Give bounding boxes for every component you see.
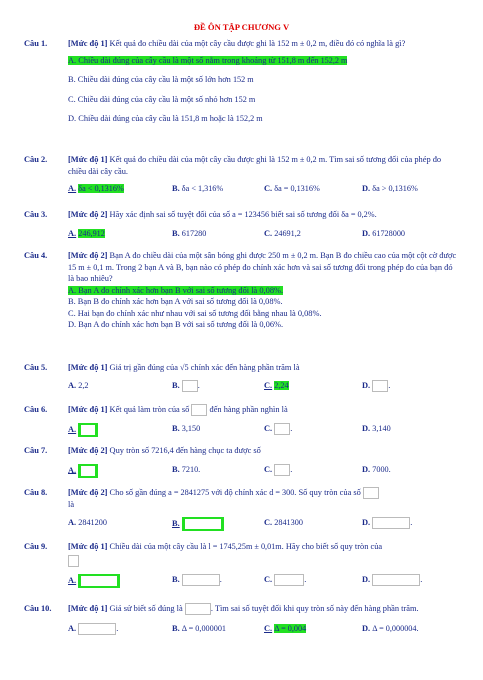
option-a[interactable]: A. . (68, 623, 118, 635)
question-5: Câu 5. [Mức độ 1] Giá trị gần đúng của √5 chính xác đến hàng phần trăm là A. 2,2 B. . C. 2,24 D. . (24, 362, 460, 393)
formula-placeholder (372, 517, 410, 529)
option-a[interactable]: A. 246,912 (68, 228, 105, 238)
difficulty-level: [Mức độ 1] (68, 39, 108, 48)
option-a[interactable]: A. Bạn A đo chính xác hơn bạn B với sai số tương đối là 0,08%. (68, 285, 284, 295)
option-c[interactable]: C. 2841300 (264, 517, 303, 527)
option-a[interactable]: A. (68, 464, 98, 478)
option-c[interactable]: C. Δ = 0,004 (264, 624, 307, 634)
formula-placeholder (363, 487, 379, 499)
option-c[interactable]: C. Chiều dài đúng của cây cầu là một số nhỏ hơn 152 m (68, 94, 256, 104)
option-d[interactable]: D. δa > 0,1316% (362, 184, 418, 193)
option-d[interactable]: D. . (362, 380, 390, 392)
option-c[interactable]: C. . (264, 574, 306, 586)
option-b[interactable]: B. 617280 (172, 228, 207, 238)
question-9: Câu 9. [Mức độ 1] Chiều dài của một cây cầu là l = 1745,25m ± 0,01m. Hãy cho biết số quy tròn của A. B. . C. . D. . (24, 541, 460, 587)
option-d[interactable]: D. Bạn A đo chính xác hơn bạn B với sai số tương đối là 0,06%. (68, 320, 284, 329)
question-number: Câu 1. (24, 39, 48, 48)
option-b[interactable]: B. 3,150 (172, 424, 201, 434)
option-c[interactable]: C. δa = 0,1316% (264, 184, 320, 193)
option-a[interactable]: A. 2841200 (68, 517, 107, 527)
option-a[interactable]: A. 2,2 (68, 380, 89, 390)
option-b[interactable]: B. 7210. (172, 464, 201, 474)
option-d[interactable]: D. . (362, 574, 422, 586)
option-c[interactable]: C. Hai bạn đo chính xác như nhau với sai số tương đối bằng nhau là 0,08%. (68, 308, 322, 318)
formula-placeholder (182, 380, 198, 392)
option-d[interactable]: D. 7000. (362, 464, 391, 474)
question-1: Câu 1. [Mức độ 1] Kết quả đo chiều dài của một cây cầu được ghi là 152 m ± 0,2 m, điều đó có nghĩa là gì? A. Chiều dài đúng của cây cầu là một số nằm trong khoảng từ 151,8 m đến 152,2 m B. Chiều dài đúng của cây cầu là một số lớn hơn 152 m C. Chiều dài đúng của cây cầu là một số nhỏ hơn 152 m D. Chiều dài đúng của cây cầu là 151,8 m hoặc là 152,2 m (24, 38, 460, 125)
question-6: Câu 6. [Mức độ 1] Kết quả làm tròn của số đến hàng phần nghìn là A. B. 3,150 C. . D. 3,140 (24, 404, 460, 436)
option-c[interactable]: C. . (264, 464, 292, 476)
option-c[interactable]: C. 24691,2 (264, 228, 301, 238)
option-b[interactable]: B. Chiều dài đúng của cây cầu là một số lớn hơn 152 m (68, 75, 254, 84)
option-a[interactable]: A. (68, 574, 120, 588)
formula-placeholder (372, 380, 388, 392)
option-a[interactable]: A. (68, 423, 98, 437)
option-a[interactable]: A. Chiều dài đúng của cây cầu là một số nằm trong khoảng từ 151,8 m đến 152,2 m (68, 55, 348, 65)
option-d[interactable]: D. . (362, 517, 412, 529)
option-b[interactable]: B. . (172, 574, 222, 586)
option-b[interactable]: B. (172, 517, 224, 531)
option-c[interactable]: C. 2,24 (264, 380, 289, 390)
formula-placeholder (185, 603, 211, 615)
question-4: Câu 4. [Mức độ 2] Bạn A đo chiều dài của một sân bóng ghi được 250 m ± 0,2 m. Bạn B đo chiều cao của một cột cờ được 15 m ± 0,1 m. Trong 2 bạn A và B, bạn nào có phép đo chính xác hơn và sai số tương đối trong phép đo của bạn đó là bao nhiêu? A. Bạn A đo chính xác hơn bạn B với sai số tương đối là 0,08%. B. Bạn B đo chính xác hơn bạn A với sai số tương đối là 0,08%. C. Hai bạn đo chính xác như nhau với sai số tương đối bằng nhau là 0,08%. D. Bạn A đo chính xác hơn bạn B với sai số tương đối là 0,06%. (24, 250, 460, 331)
option-b[interactable]: B. Bạn B đo chính xác hơn bạn A với sai số tương đối là 0,08%. (68, 297, 283, 306)
option-d[interactable]: D. Δ = 0,000004. (362, 624, 419, 634)
question-2: Câu 2. [Mức độ 1] Kết quả đo chiều dài của một cây cầu được ghi là 152 m ± 0,2 m. Tìm sai số tương đối của phép đo chiều dài cây cầu. A. δa < 0,1316% B. δa < 1,316% C. δa = 0,1316% D. δa > 0,1316% (24, 155, 442, 193)
option-b[interactable]: B. δa < 1,316% (172, 184, 224, 193)
formula-placeholder (274, 464, 290, 476)
question-number: Câu 2. (24, 155, 48, 164)
question-10: Câu 10. [Mức độ 1] Giả sử biết số đúng là . Tìm sai số tuyệt đối khi quy tròn số này đến hàng phần trăm. A. . B. Δ = 0,000001 C. Δ = 0,004 D. Δ = 0,000004. (24, 603, 460, 636)
option-d[interactable]: D. 3,140 (362, 424, 391, 434)
option-c[interactable]: C. . (264, 423, 292, 435)
question-3: Câu 3. [Mức độ 2] Hãy xác định sai số tuyệt đối của số a = 123456 biết sai số tương đối δa = 0,2%. A. 246,912 B. 617280 C. 24691,2 D. 61728000 (24, 210, 405, 238)
question-8: Câu 8. [Mức độ 2] Cho số gần đúng a = 2841275 với độ chính xác d = 300. Số quy tròn của số là A. 2841200 B. C. 2841300 D. . (24, 487, 460, 530)
page-title: ĐỀ ÔN TẬP CHƯƠNG V (193, 22, 290, 32)
option-b[interactable]: B. . (172, 380, 200, 392)
option-d[interactable]: D. 61728000 (362, 228, 405, 238)
option-b[interactable]: B. Δ = 0,000001 (172, 624, 227, 634)
formula-placeholder (191, 404, 207, 416)
option-d[interactable]: D. Chiều dài đúng của cây cầu là 151,8 m hoặc là 152,2 m (68, 114, 263, 123)
formula-placeholder (274, 423, 290, 435)
formula-placeholder (68, 555, 79, 567)
option-a[interactable]: A. δa < 0,1316% (68, 184, 124, 193)
question-7: Câu 7. [Mức độ 2] Quy tròn số 7216,4 đến hàng chục ta được số A. B. 7210. C. . D. 7000. (24, 445, 460, 477)
